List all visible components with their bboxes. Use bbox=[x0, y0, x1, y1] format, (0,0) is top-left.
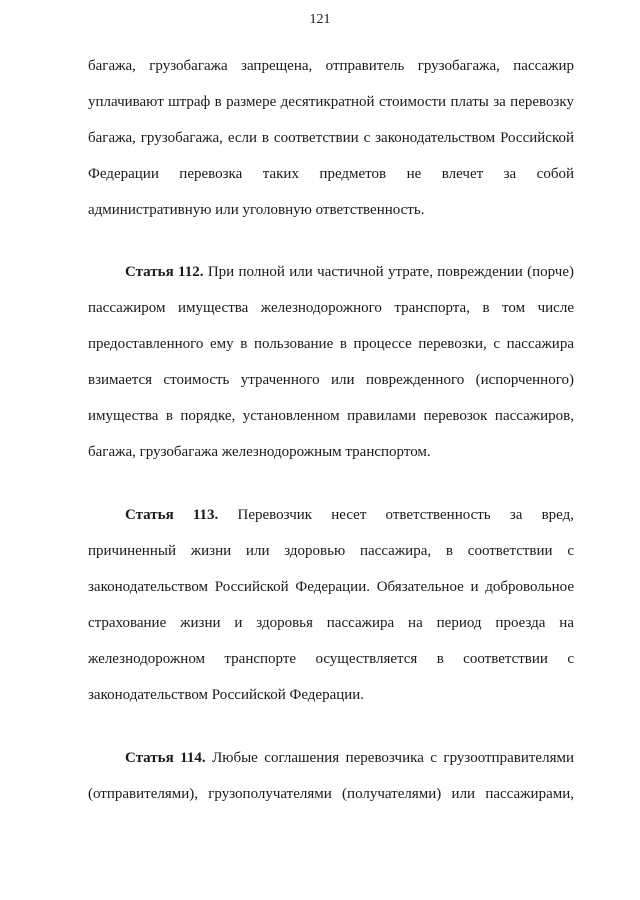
article-label: Статья 112. bbox=[125, 264, 204, 280]
text-line: причиненный жизни или здоровью пассажира, в соответствии с bbox=[88, 543, 574, 559]
article-text: При полной или частичной утрате, повреждении (порче) bbox=[203, 264, 574, 280]
text-line: страхование жизни и здоровья пассажира на период проезда на bbox=[88, 615, 574, 631]
text-line: железнодорожном транспорте осуществляется в соответствии с bbox=[88, 651, 574, 667]
text-line: административную или уголовную ответственность. bbox=[88, 202, 425, 218]
article-112-heading-line bbox=[125, 262, 574, 282]
text-line: предоставленного ему в пользование в процессе перевозки, с пассажира bbox=[88, 336, 574, 352]
text-line: (отправителями), грузополучателями (получателями) или пассажирами, bbox=[88, 786, 574, 802]
text-line: багажа, грузобагажа железнодорожным транспортом. bbox=[88, 444, 431, 460]
text-line: законодательством Российской Федерации. Обязательное и добровольное bbox=[88, 579, 574, 595]
text-line: имущества в порядке, установленном правилами перевозок пассажиров, bbox=[88, 408, 574, 424]
article-label: Статья 114. bbox=[125, 750, 206, 766]
text-line: багажа, грузобагажа запрещена, отправитель грузобагажа, пассажир bbox=[88, 58, 574, 74]
article-114-heading-line bbox=[125, 748, 574, 768]
text-line: взимается стоимость утраченного или поврежденного (испорченного) bbox=[88, 372, 574, 388]
text-line: уплачивают штраф в размере десятикратной стоимости платы за перевозку bbox=[88, 94, 574, 110]
text-line: Федерации перевозка таких предметов не влечет за собой bbox=[88, 166, 574, 182]
text-line: законодательством Российской Федерации. bbox=[88, 687, 365, 703]
article-113-heading-line bbox=[125, 505, 574, 525]
text-line: пассажиром имущества железнодорожного транспорта, в том числе bbox=[88, 300, 574, 316]
article-label: Статья 113. bbox=[125, 507, 219, 523]
text-line: багажа, грузобагажа, если в соответствии с законодательством Российской bbox=[88, 130, 574, 146]
article-text: Перевозчик несет ответственность за вред, bbox=[218, 507, 574, 523]
article-text: Любые соглашения перевозчика с грузоотправителями bbox=[205, 750, 574, 766]
page-number: 121 bbox=[309, 12, 331, 27]
